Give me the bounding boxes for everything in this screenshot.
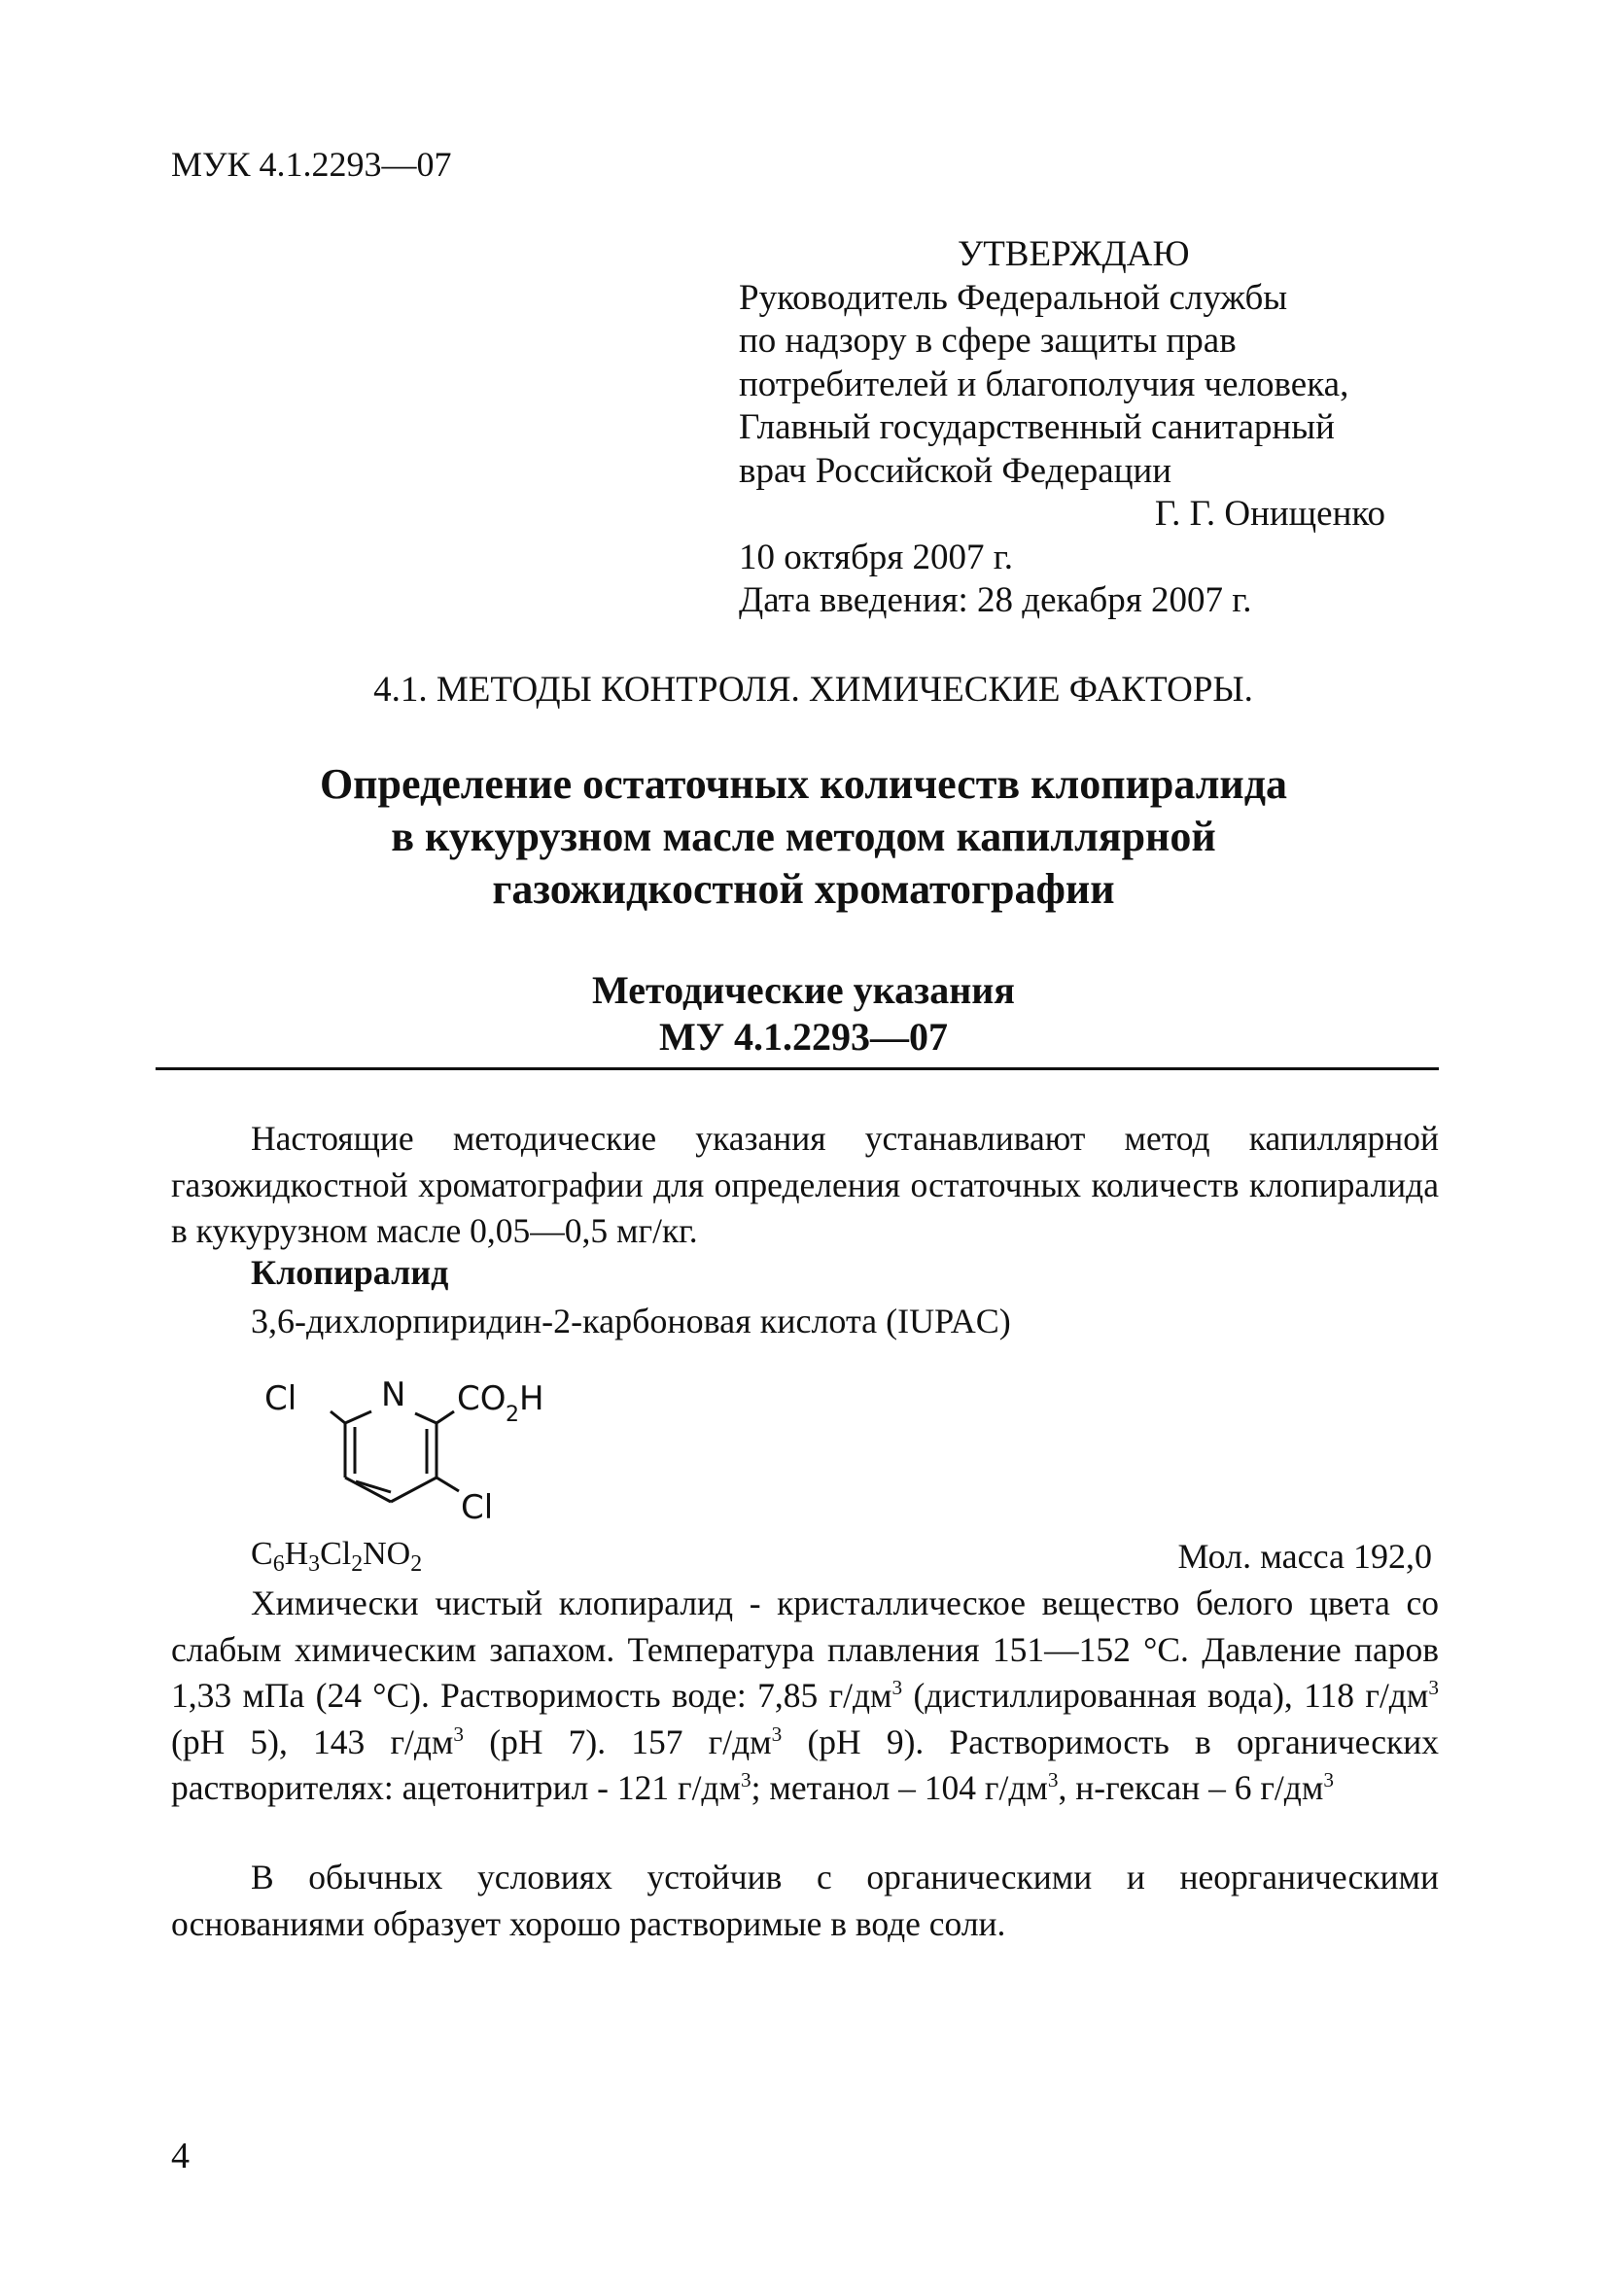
substance-name: Клопиралид <box>251 1253 449 1292</box>
approval-line: врач Российской Федерации <box>739 450 1172 491</box>
atom-n: N <box>381 1375 406 1414</box>
title-divider <box>156 1067 1439 1070</box>
bond <box>345 1411 371 1423</box>
subtitle-code: МУ 4.1.2293—07 <box>658 1015 949 1059</box>
bond <box>437 1478 459 1491</box>
approval-line: потребителей и благополучия человека, <box>739 364 1349 404</box>
introduction-date: Дата введения: 28 декабря 2007 г. <box>739 580 1252 620</box>
approval-signer: Г. Г. Онищенко <box>1154 494 1385 534</box>
intro-paragraph <box>171 1116 1439 1255</box>
molecular-formula: $C_6H_3Cl_2NO_2$ <box>251 1536 423 1578</box>
document-title <box>0 758 1607 916</box>
document-code: МУК 4.1.2293—07 <box>171 145 452 184</box>
approval-word: УТВЕРЖДАЮ <box>958 234 1190 274</box>
bond <box>437 1411 454 1423</box>
group-co2h-co: CO <box>457 1379 507 1418</box>
group-co2h-sub: 2 <box>506 1403 519 1427</box>
atom-cl-bottom: Cl <box>461 1488 494 1527</box>
atom-cl-left: Cl <box>264 1379 297 1418</box>
molecular-mass: Мол. масса 192,0 <box>1177 1537 1432 1576</box>
title-line: газожидкостной хроматографии <box>492 865 1115 913</box>
title-line: Определение остаточных количеств клопиралида <box>319 760 1288 808</box>
section-heading: 4.1. МЕТОДЫ КОНТРОЛЯ. ХИМИЧЕСКИЕ ФАКТОРЫ. <box>373 670 1253 710</box>
page-number: 4 <box>171 2136 190 2176</box>
title-line: в кукурузном масле методом капиллярной <box>391 813 1216 860</box>
structural-formula <box>255 1373 605 1533</box>
subtitle-line: Методические указания <box>592 968 1015 1012</box>
bond <box>415 1413 437 1423</box>
approval-date: 10 октября 2007 г. <box>739 537 1014 577</box>
salts-paragraph: В обычных условиях устойчив с органическими и неорганическими основаниями образует хорошо растворимые в воде соли. <box>171 1858 1439 1943</box>
approval-line: Главный государственный санитарный <box>739 407 1335 447</box>
properties-paragraph: Химически чистый клопиралид - кристаллическое вещество белого цвета со слабым химическим запахом. Температура плавления 151—152 °С. Давление паров 1,33 мПа (24 °С). Растворимость воде: 7,85 $г/дм^3$ (дистиллированная вода), 118 $г/дм^3$ (рН 5), 143 $г/дм^3$ (рН 7). 157 $г/дм^3$ (рН 9). Растворимость в органических растворителях: ацетонитрил - 121 $г/дм^3$; метанол – 104 $г/дм^3$, н-гексан – 6 $г/дм^3$ <box>171 1583 1440 1807</box>
approval-block <box>739 233 1385 623</box>
approval-line: по надзору в сфере защиты прав <box>739 321 1237 361</box>
document-subtitle <box>0 967 1607 1061</box>
group-co2h-h: H <box>519 1379 544 1418</box>
approval-line: Руководитель Федеральной службы <box>739 277 1288 318</box>
bond <box>391 1478 437 1502</box>
intro-text: Настоящие методические указания устанавливают метод капиллярной газожидкостной хроматографии для определения остаточных количеств клопиралида в кукурузном масле 0,05—0,5 мг/кг. <box>171 1119 1439 1250</box>
bond <box>331 1411 345 1423</box>
substance-iupac-name: 3,6-дихлорпиридин-2-карбоновая кислота (IUPAC) <box>251 1302 1011 1340</box>
